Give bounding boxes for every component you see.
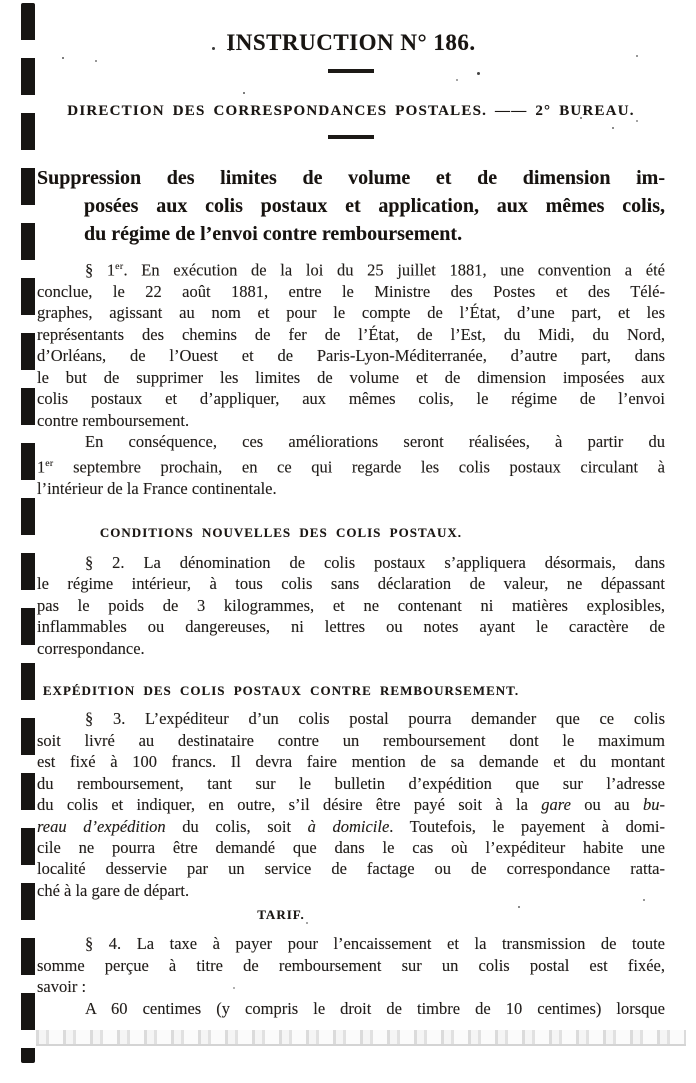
plain-text: 1 bbox=[37, 457, 46, 477]
subject-line: du régime de l’envoi contre remboursement. bbox=[84, 223, 463, 245]
superscript-text: er bbox=[45, 457, 54, 469]
paragraph bbox=[37, 708, 665, 901]
plain-text: le but de supprimer les limites de volume et de dimension imposées aux bbox=[37, 367, 665, 387]
text-line bbox=[37, 431, 665, 452]
text-line bbox=[37, 388, 665, 409]
plain-text: § 4. La taxe à payer pour l’encaissement et la transmission de toute bbox=[85, 934, 665, 954]
plain-text: ou au bbox=[570, 795, 643, 815]
department-line: DIRECTION DES CORRESPONDANCES POSTALES. —— 2° BUREAU. bbox=[67, 103, 635, 119]
text-line bbox=[37, 638, 665, 659]
text-line bbox=[37, 616, 665, 637]
text-line bbox=[37, 552, 665, 573]
document-body bbox=[37, 0, 665, 1019]
paragraph bbox=[37, 256, 665, 431]
subject-heading bbox=[37, 164, 665, 248]
text-line bbox=[37, 998, 665, 1019]
cutoff-text-artifact bbox=[36, 1030, 686, 1046]
plain-text: contre remboursement. bbox=[37, 410, 190, 430]
plain-text: cile ne pourra être demandé que dans le cas où l’expéditeur habite une bbox=[37, 837, 665, 857]
text-line bbox=[37, 478, 665, 499]
plain-text: colis postaux et d’appliquer, aux mêmes colis, le régime de l’envoi bbox=[37, 389, 665, 409]
plain-text: du colis, soit bbox=[165, 816, 308, 836]
plain-text: graphes, agissant au nom et pour le compte de l’État, d’une part, et les bbox=[37, 303, 665, 323]
plain-text: savoir : bbox=[37, 977, 87, 997]
text-line bbox=[37, 837, 665, 858]
text-line bbox=[37, 955, 665, 976]
italic-text: bu- bbox=[643, 795, 665, 815]
subject-line: Suppression des limites de volume et de dimension im- bbox=[37, 167, 665, 189]
divider-rule-second bbox=[328, 135, 374, 139]
plain-text: d’Orléans, de l’Ouest et de Paris-Lyon-Méditerranée, d’autre part, dans bbox=[37, 346, 665, 366]
paragraph bbox=[37, 431, 665, 499]
text-line bbox=[37, 933, 665, 954]
document-title: INSTRUCTION N° 186. bbox=[226, 30, 476, 55]
plain-text: En conséquence, ces améliorations seront réalisées, à partir du bbox=[85, 432, 665, 452]
divider-rule-top bbox=[328, 69, 374, 73]
text-line bbox=[37, 367, 665, 388]
plain-text: soit livré au destinataire contre un remboursement dont le maximum bbox=[37, 730, 665, 750]
text-line bbox=[37, 324, 665, 345]
text-line bbox=[37, 302, 665, 323]
text-line bbox=[37, 730, 665, 751]
plain-text: § 3. L’expéditeur d’un colis postal pourra demander que ce colis bbox=[85, 709, 665, 729]
text-line bbox=[37, 816, 665, 837]
text-line bbox=[37, 410, 665, 431]
text-line bbox=[37, 751, 665, 772]
plain-text: ché à la gare de départ. bbox=[37, 880, 190, 900]
plain-text: localité desservie par un service de factage ou de correspondance ratta- bbox=[37, 859, 665, 879]
italic-text: gare bbox=[541, 795, 571, 815]
text-line bbox=[37, 976, 665, 997]
plain-text: . En exécution de la loi du 25 juillet 1881, une convention a été bbox=[123, 260, 665, 280]
plain-text: . Toutefois, le payement à domi- bbox=[389, 816, 665, 836]
text-line bbox=[37, 345, 665, 366]
plain-text: du remboursement, tant sur le bulletin d’expédition que sur l’adresse bbox=[37, 773, 665, 793]
text-line bbox=[37, 708, 665, 729]
subject-line: posées aux colis postaux et application, aux mêmes colis, bbox=[84, 195, 665, 217]
plain-text: conclue, le 22 août 1881, entre le Ministre des Postes et des Télé- bbox=[37, 281, 665, 301]
plain-text: le régime intérieur, à tous colis sans déclaration de valeur, ne dépassant bbox=[37, 574, 665, 594]
plain-text: septembre prochain, en ce qui regarde les colis postaux circulant à bbox=[53, 457, 665, 477]
section-heading: CONDITIONS NOUVELLES DES COLIS POSTAUX. bbox=[99, 524, 463, 540]
text-line bbox=[37, 573, 665, 594]
superscript-text: er bbox=[115, 261, 124, 272]
plain-text: § 1 bbox=[85, 260, 116, 280]
plain-text: § 2. La dénomination de colis postaux s’appliquera désormais, dans bbox=[85, 552, 665, 572]
plain-text: A 60 centimes (y compris le droit de timbre de 10 centimes) lorsque bbox=[85, 998, 665, 1018]
scan-edge-artifact bbox=[21, 3, 35, 1063]
plain-text: l’intérieur de la France continentale. bbox=[37, 478, 277, 498]
italic-text: reau d’expédition bbox=[37, 816, 166, 836]
text-line bbox=[37, 794, 665, 815]
plain-text: somme perçue à titre de remboursement sur un colis postal est fixée, bbox=[37, 955, 665, 975]
text-line bbox=[37, 256, 665, 281]
text-line bbox=[37, 880, 665, 901]
section-heading: EXPÉDITION DES COLIS POSTAUX CONTRE REMBOURSEMENT. bbox=[42, 683, 520, 699]
text-line bbox=[37, 453, 665, 478]
text-line bbox=[37, 281, 665, 302]
paragraph bbox=[37, 933, 665, 1019]
plain-text: représentants des chemins de fer de l’État, de l’Est, du Midi, du Nord, bbox=[37, 324, 665, 344]
plain-text: pas le poids de 3 kilogrammes, et ne contenant ni matières explosibles, bbox=[37, 595, 665, 615]
text-line bbox=[37, 858, 665, 879]
plain-text: est fixé à 100 francs. Il devra faire mention de sa demande et du montant bbox=[37, 752, 665, 772]
plain-text: correspondance. bbox=[37, 638, 145, 658]
plain-text: inflammables ou dangereuses, ni lettres ou notes ayant le caractère de bbox=[37, 617, 665, 637]
plain-text: du colis et indiquer, en outre, s’il désire être payé soit à la bbox=[37, 795, 542, 815]
text-line bbox=[37, 773, 665, 794]
paragraph bbox=[37, 552, 665, 659]
document-text bbox=[37, 256, 665, 1019]
italic-text: à domicile bbox=[307, 816, 390, 836]
section-heading: TARIF. bbox=[257, 907, 305, 923]
text-line bbox=[37, 595, 665, 616]
